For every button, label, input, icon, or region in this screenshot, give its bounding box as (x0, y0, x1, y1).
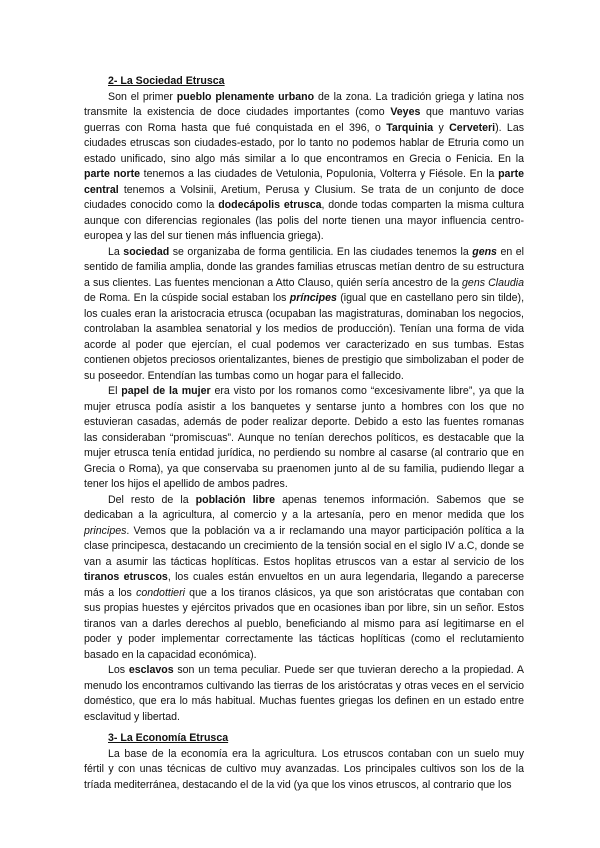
bold-term: sociedad (123, 245, 170, 258)
italic-term: principes (84, 524, 127, 537)
bold-term: población libre (195, 493, 276, 506)
bold-term: Cerveteri (449, 121, 496, 134)
bold-term: esclavos (128, 664, 174, 676)
paragraph: El papel de la mujer era visto por los romanos como “excesivamente libre”, ya que la mujer etrusca podía asistir a los banquetes y sentarse junto a hombres con los que no estuvieran casadas, además de poder realizar deporte. Debido a esto las fuentes romanas las consideraban “promiscuas”. Aunque no tenían derechos políticos, es destacable que la mujer etrusca tenía entidad jurídica, no perdiendo su nombre al casarse (al contrario que en Grecia o Roma), ya que conservaba su praenomen junto al de su familia, pudiendo llegar a tener los hijos el apellido de ambos padres. (84, 385, 525, 490)
bold-term: papel de la mujer (121, 385, 211, 397)
section-heading-sociedad: 2- La Sociedad Etrusca (108, 75, 225, 87)
paragraph: La sociedad se organizaba de forma gentilicia. En las ciudades tenemos la gens en el sentido de familia amplia, donde las grandes familias etruscas metían dentro de su estructura a sus clientes. Las fuentes mencionan a Atto Clauso, quién sería ancestro de la gens Claudia de Roma. En la cúspide social estaban los príncipes (igual que en castellano pero sin tilde), los cuales eran la aristocracia etrusca (ocupaban las magistraturas, dominaban los negocios, controlaban la asamblea senatorial y los medios de producción). Tenían una forma de vida acorde al poder que ejercían, el cual podemos ver caracterizado en sus tumbas. Estas contienen objetos preciosos orientalizantes, bienes de prestigio que simbolizaban el poder de su poseedor. Entendían las tumbas como un hogar para el fallecido. (84, 245, 525, 382)
bold-italic-term: príncipes (289, 292, 337, 304)
document-body (84, 74, 524, 793)
bold-term: Tarquinia (386, 121, 434, 134)
paragraph: Del resto de la población libre apenas tenemos información. Sabemos que se dedicaban a la agricultura, al comercio y a la artesanía, pero en menor medida que los principes. Vemos que la población va a ir reclamando una mayor participación política a la clase principesca, destacando un crecimiento de la tensión social en el siglo IV a.C, donde se van a asumir las tácticas hoplíticas. Estos hoplitas etruscos van a estar al servicio de los tiranos etruscos, los cuales están envueltos en un aura legendaria, llegando a parecerse más a los condottieri que a los tiranos clásicos, ya que son aristócratas que contaban con sus propias huestes y ejércitos privados que en ocasiones iban por libre, sin un señor. Estos tiranos van a darles derechos al pueblo, beneficiando al mismo para así legitimarse en el poder y poder implementar correctamente las tácticas hoplíticas (como el reclutamiento basado en la capacidad económica). (84, 493, 525, 661)
bold-term: Veyes (390, 106, 421, 118)
paragraph: Los esclavos son un tema peculiar. Puede ser que tuvieran derecho a la propiedad. A menudo los encontramos cultivando las tierras de los aristócratas y otras veces en el servicio doméstico, que era lo más habitual. Muchas fuentes griegas los definen en un estado entre esclavitud y libertad. (84, 664, 524, 723)
italic-term: condottieri (136, 586, 185, 599)
paragraph: La base de la economía era la agricultura. Los etruscos contaban con un suelo muy fértil y con unas técnicas de cultivo muy avanzadas. Los principales cultivos son los de la tríada mediterránea, destacando el de la vid (ya que los vinos etruscos, al contrario que los (84, 747, 524, 791)
bold-term: parte norte (84, 168, 141, 180)
section-heading-economia: 3- La Economía Etrusca (108, 732, 229, 744)
bold-term: pueblo plenamente urbano (176, 90, 315, 103)
bold-term: parte central (84, 168, 524, 196)
bold-term: dodecápolis etrusca (218, 199, 322, 211)
bold-italic-term: gens (472, 245, 497, 258)
bold-term: tiranos etruscos (84, 571, 168, 583)
paragraph: Son el primer pueblo plenamente urbano de la zona. La tradición griega y latina nos transmite la existencia de doce ciudades importantes (como Veyes que mantuvo varias guerras con Roma hasta que fué conquistada en el 396, o Tarquinia y Cerveteri). Las ciudades etruscas son ciudades-estado, por lo tanto no podemos hablar de Etruria como un estado unificado, sino algo más similar a lo que encontramos en Grecia o Fenicia. En la parte norte tenemos a las ciudades de Vetulonia, Populonia, Volterra y Fiésole. En la parte central tenemos a Volsinii, Aretium, Perusa y Clusium. Se trata de un conjunto de doce ciudades conocido como la dodecápolis etrusca, donde todas comparten la misma cultura aunque con diferencias regionales (las polis del norte tienen una mayor influencia centro-europea y las del sur tienen más influencia griega). (84, 90, 525, 242)
italic-term: gens Claudia (462, 276, 524, 289)
